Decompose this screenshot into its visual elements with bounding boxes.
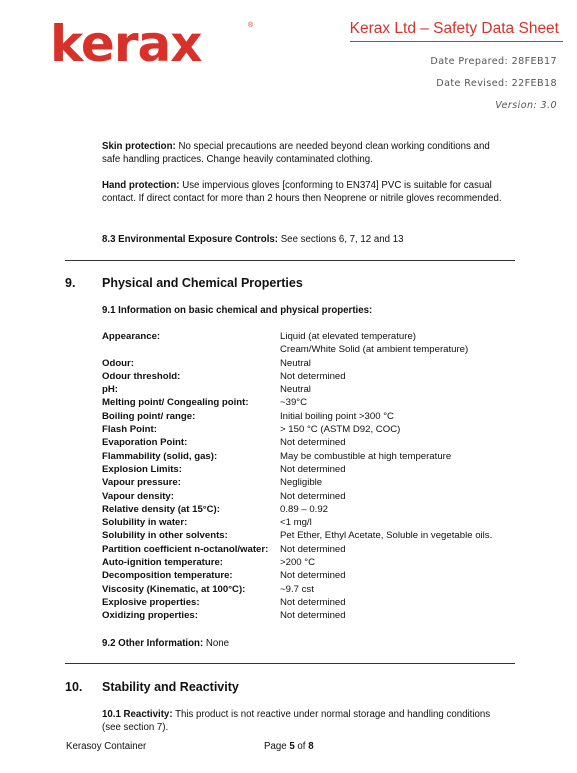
property-label: Odour:: [102, 357, 134, 369]
env-exposure-label: 8.3 Environmental Exposure Controls:: [102, 234, 279, 245]
property-value: [280, 357, 522, 370]
other-information-text: None: [203, 638, 230, 649]
property-value: [280, 516, 522, 529]
property-label: Melting point/ Congealing point:: [102, 397, 249, 409]
header-rule: [350, 41, 563, 42]
property-label: Flammability (solid, gas):: [102, 450, 218, 462]
property-label: Appearance:: [102, 331, 161, 342]
property-label: Solubility in other solvents:: [102, 530, 228, 542]
property-row: [102, 476, 522, 489]
property-label: Boiling point/ range:: [102, 410, 196, 422]
property-value-line: Pet Ether, Ethyl Acetate, Soluble in vegetable oils.: [280, 530, 493, 542]
property-row: [102, 423, 522, 436]
property-value-line: Not determined: [280, 610, 346, 622]
reactivity-paragraph: [102, 709, 507, 734]
property-row: [102, 596, 522, 609]
page-middle: of: [294, 741, 309, 752]
property-value: [280, 569, 522, 582]
property-label: Vapour pressure:: [102, 477, 181, 489]
section-10-number: 10.: [65, 680, 83, 694]
property-label: Relative density (at 15°C):: [102, 503, 220, 515]
property-value-line: Not determined: [280, 543, 346, 555]
property-row: [102, 503, 522, 516]
reactivity-label: 10.1 Reactivity:: [102, 709, 173, 720]
property-value-line: ~39°C: [280, 397, 308, 409]
property-value: [280, 556, 522, 569]
property-value-line: Not determined: [280, 437, 346, 449]
section-9-1-heading: 9.1 Information on basic chemical and physical properties:: [102, 305, 373, 316]
property-value: [280, 436, 522, 449]
property-value: [280, 583, 522, 596]
property-value-line: >200 °C: [280, 557, 316, 569]
property-value-line: 0.89 – 0.92: [280, 503, 329, 515]
property-value: [280, 476, 522, 489]
document-title: Kerax Ltd – Safety Data Sheet: [349, 20, 559, 37]
property-row: [102, 383, 522, 396]
property-value: [280, 529, 522, 542]
property-row: [102, 516, 522, 529]
property-value: [280, 423, 522, 436]
property-label: Solubility in water:: [102, 517, 188, 529]
property-row: [102, 529, 522, 542]
property-row: [102, 396, 522, 409]
section-10-title: Stability and Reactivity: [102, 680, 239, 694]
property-value: [280, 450, 522, 463]
property-label: Explosive properties:: [102, 596, 200, 608]
property-value-line: Not determined: [280, 570, 346, 582]
properties-table: [102, 330, 522, 623]
property-label: Decomposition temperature:: [102, 570, 233, 582]
property-value-line: Not determined: [280, 596, 346, 608]
hand-protection-label: Hand protection:: [102, 180, 180, 191]
property-value-line: Negligible: [280, 477, 323, 489]
skin-protection-paragraph: [102, 141, 507, 166]
hand-protection-paragraph: [102, 180, 507, 205]
other-information-paragraph: [102, 638, 507, 651]
property-value: [280, 490, 522, 503]
footer-product-name: Kerasoy Container: [66, 741, 147, 752]
property-row: [102, 450, 522, 463]
property-label: Explosion Limits:: [102, 463, 182, 475]
property-row: [102, 543, 522, 556]
property-value: [280, 596, 522, 609]
section-divider: [65, 663, 515, 664]
property-value: [280, 463, 522, 476]
page-current: 5: [289, 741, 295, 752]
other-information-label: 9.2 Other Information:: [102, 638, 204, 649]
property-value: [280, 543, 522, 556]
property-row: [102, 410, 522, 423]
property-value: [280, 370, 522, 383]
property-value-line: Neutral: [280, 357, 311, 369]
property-label: Odour threshold:: [102, 370, 181, 382]
property-value-line: > 150 °C (ASTM D92, COC): [280, 424, 401, 436]
property-label: pH:: [102, 384, 118, 396]
property-value-line: Not determined: [280, 490, 346, 502]
property-row: [102, 556, 522, 569]
section-9-title: Physical and Chemical Properties: [102, 276, 303, 290]
property-label: Oxidizing properties:: [102, 610, 198, 622]
reactivity-text: This product is not reactive under normal storage and handling conditions (see section 7).: [102, 709, 491, 733]
property-label: Auto-ignition temperature:: [102, 557, 223, 569]
skin-protection-text: No special precautions are needed beyond clean working conditions and safe handling practices. Change heavily contaminated clothing.: [102, 141, 490, 165]
property-value-line: ~9.7 cst: [280, 583, 314, 595]
property-value: [280, 410, 522, 423]
hand-protection-text: Use impervious gloves [conforming to EN374] PVC is suitable for casual contact. If direct contact for more than 2 hours then Neoprene or nitrile gloves recommended.: [102, 180, 502, 204]
property-value-line: Initial boiling point >300 °C: [280, 410, 394, 422]
property-value: [280, 396, 522, 409]
property-value-line: May be combustible at high temperature: [280, 450, 452, 462]
property-row: [102, 569, 522, 582]
registered-mark: ®: [248, 22, 254, 29]
property-label: Viscosity (Kinematic, at 100°C):: [102, 583, 246, 595]
date-revised: Date Revised: 22FEB18: [436, 78, 557, 89]
property-value-line: Not determined: [280, 463, 346, 475]
section-divider: [65, 260, 515, 261]
property-value-line: Cream/White Solid (at ambient temperature): [280, 344, 469, 356]
version: Version: 3.0: [495, 100, 557, 111]
property-value-line: <1 mg/l: [280, 517, 312, 529]
page-total: 8: [308, 741, 314, 752]
footer-page-number: [264, 741, 314, 752]
property-label: Vapour density:: [102, 490, 174, 502]
section-9-number: 9.: [65, 276, 76, 290]
property-row: [102, 583, 522, 596]
property-row: [102, 370, 522, 383]
page-prefix: Page: [264, 741, 290, 752]
property-label: Flash Point:: [102, 424, 157, 436]
env-exposure-paragraph: [102, 234, 507, 247]
property-label: Evaporation Point:: [102, 437, 188, 449]
property-row: [102, 357, 522, 370]
skin-protection-label: Skin protection:: [102, 141, 176, 152]
logo-text: kerax: [50, 15, 202, 73]
env-exposure-text: See sections 6, 7, 12 and 13: [278, 234, 404, 245]
property-label: Partition coefficient n-octanol/water:: [102, 543, 269, 555]
property-row: [102, 330, 522, 357]
property-value: [280, 503, 522, 516]
property-value: [280, 330, 522, 357]
property-row: [102, 463, 522, 476]
date-prepared: Date Prepared: 28FEB17: [430, 56, 557, 67]
property-value: [280, 383, 522, 396]
company-logo: [50, 14, 201, 74]
property-value-line: Neutral: [280, 384, 311, 396]
property-value-line: Not determined: [280, 370, 346, 382]
property-row: [102, 436, 522, 449]
property-value-line: Liquid (at elevated temperature): [280, 331, 416, 342]
property-row: [102, 490, 522, 503]
property-value: [280, 609, 522, 622]
property-row: [102, 609, 522, 622]
